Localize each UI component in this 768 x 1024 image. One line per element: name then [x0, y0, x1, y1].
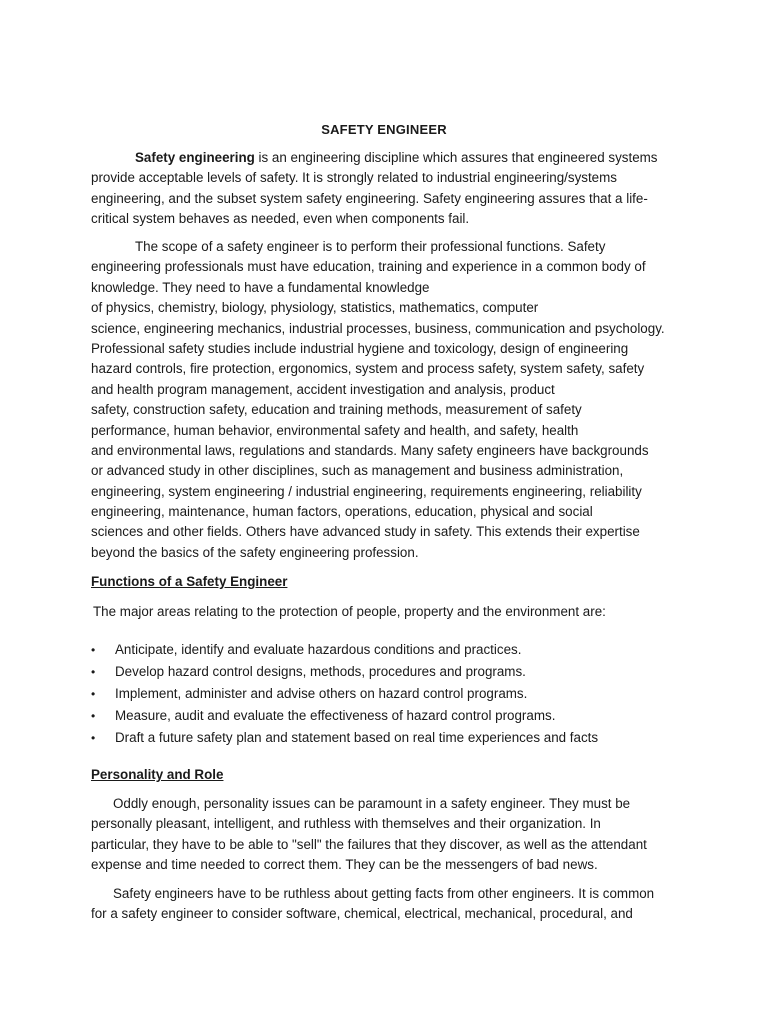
bullet-icon: •: [91, 643, 96, 657]
personality-line: particular, they have to be able to "sell" the failures that they discover, as well as the attendant: [91, 836, 647, 852]
scope-line: knowledge. They need to have a fundamental knowledge: [91, 279, 430, 295]
scope-line: of physics, chemistry, biology, physiology, statistics, mathematics, computer: [91, 300, 539, 316]
scope-line: safety, construction safety, education and training methods, measurement of safety: [91, 402, 582, 418]
list-item-text: Anticipate, identify and evaluate hazardous conditions and practices.: [115, 642, 522, 657]
scope-line: hazard controls, fire protection, ergonomics, system and process safety, system safety, safety: [91, 361, 645, 377]
bullet-icon: •: [91, 665, 96, 679]
scope-line: The scope of a safety engineer is to perform their professional functions. Safety: [135, 239, 606, 254]
functions-list: [91, 639, 691, 749]
intro-line-rest: is an engineering discipline which assures that engineered systems: [254, 150, 658, 165]
personality-heading: Personality and Role: [91, 767, 224, 782]
functions-heading: Functions of a Safety Engineer: [91, 574, 288, 589]
personality-line: Safety engineers have to be ruthless about getting facts from other engineers. It is common: [113, 886, 655, 901]
intro-lead-term: Safety engineering: [135, 150, 255, 165]
scope-line: performance, human behavior, environmental safety and health, and safety, health: [91, 422, 579, 438]
list-item: [91, 683, 691, 705]
intro-paragraph: [91, 148, 681, 230]
list-item: [91, 639, 691, 661]
scope-line: science, engineering mechanics, industrial processes, business, communication and psychology.: [91, 320, 665, 336]
bullet-icon: •: [91, 731, 96, 745]
list-item: [91, 727, 691, 749]
scope-line: engineering, system engineering / industrial engineering, requirements engineering, reliability: [91, 483, 642, 499]
list-item-text: Develop hazard control designs, methods, procedures and programs.: [115, 664, 526, 679]
functions-intro: The major areas relating to the protection of people, property and the environment are:: [93, 604, 606, 619]
scope-line: and health program management, accident investigation and analysis, product: [91, 381, 555, 397]
personality-paragraph-2: [91, 884, 681, 925]
personality-line: expense and time needed to correct them. They can be the messengers of bad news.: [91, 857, 598, 873]
scope-line: sciences and other fields. Others have advanced study in safety. This extends their expertise: [91, 524, 640, 540]
list-item-text: Draft a future safety plan and statement based on real time experiences and facts: [115, 730, 599, 745]
list-item-text: Measure, audit and evaluate the effectiveness of hazard control programs.: [115, 708, 556, 723]
bullet-icon: •: [91, 687, 96, 701]
bullet-icon: •: [91, 709, 96, 723]
intro-line: [91, 148, 681, 168]
list-item: [91, 661, 691, 683]
list-item: [91, 705, 691, 727]
personality-line: personally pleasant, intelligent, and ruthless with themselves and their organization. In: [91, 816, 601, 832]
scope-line: Professional safety studies include industrial hygiene and toxicology, design of engineering: [91, 340, 629, 356]
personality-line: Oddly enough, personality issues can be paramount in a safety engineer. They must be: [113, 796, 631, 811]
scope-line: or advanced study in other disciplines, such as management and business administration,: [91, 463, 624, 479]
scope-line: and environmental laws, regulations and standards. Many safety engineers have backgrounds: [91, 442, 649, 458]
intro-line: provide acceptable levels of safety. It is strongly related to industrial engineering/systems: [91, 170, 617, 186]
scope-paragraph: [91, 237, 681, 563]
list-item-text: Implement, administer and advise others on hazard control programs.: [115, 686, 528, 701]
personality-paragraph-1: [91, 794, 681, 876]
intro-line: critical system behaves as needed, even when components fail.: [91, 211, 470, 227]
document-title: SAFETY ENGINEER: [321, 122, 447, 137]
personality-line: for a safety engineer to consider software, chemical, electrical, mechanical, procedural, and: [91, 906, 633, 922]
intro-line: engineering, and the subset system safety engineering. Safety engineering assures that a life-: [91, 190, 648, 206]
scope-line: engineering, maintenance, human factors, operations, education, physical and social: [91, 504, 593, 520]
scope-line: beyond the basics of the safety engineering profession.: [91, 544, 419, 560]
scope-line: engineering professionals must have education, training and experience in a common body of: [91, 259, 646, 275]
